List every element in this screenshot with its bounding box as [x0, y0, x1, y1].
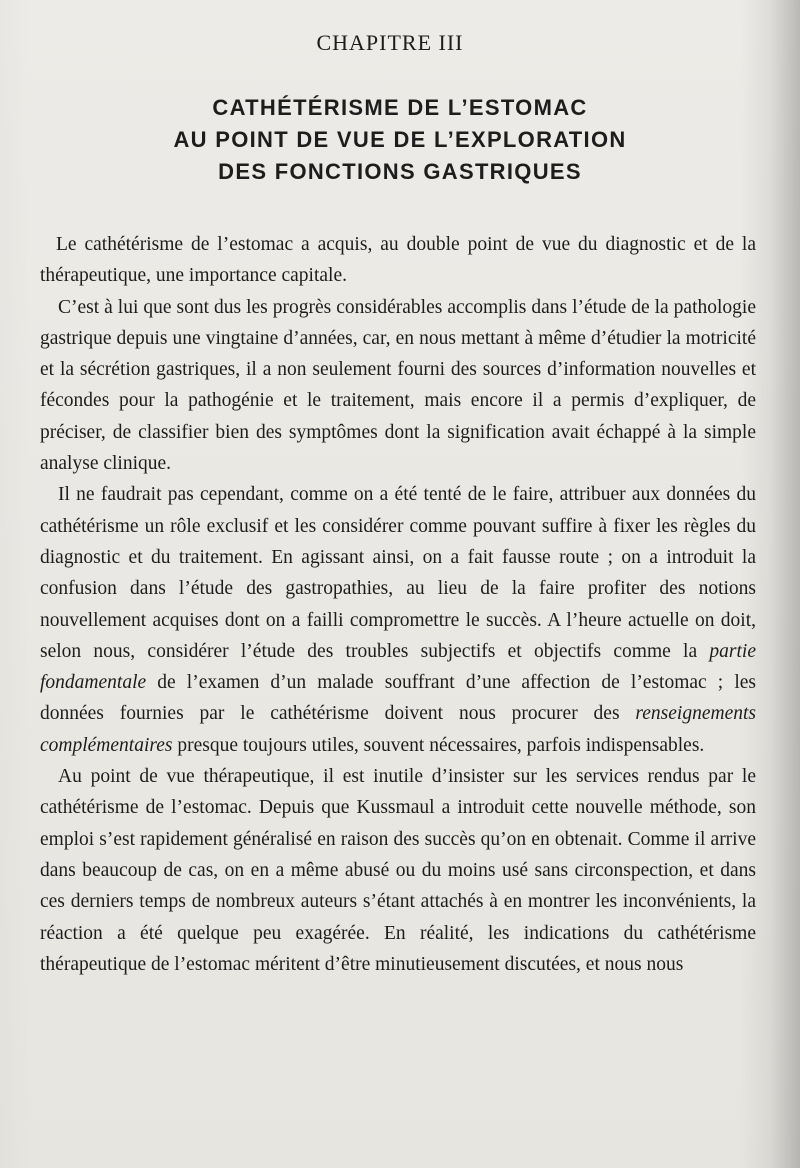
paragraph-4: Au point de vue thérapeutique, il est inutile d’insister sur les services rendus par le cathétérisme de l’estomac. Depuis que Kussmaul a introduit cette nouvelle méthode, son emploi s’est rapidement généralisé en raison des succès qu’on en obtenait. Comme il arrive dans beaucoup de cas, on en a même abusé ou du moins usé sans circonspection, et dans ces derniers temps de nombreux auteurs s’étant attachés à en montrer les inconvénients, la réaction a été quelque peu exagérée. En réalité, les indications du cathétérisme thérapeutique de l’estomac méritent d’être minutieusement discutées, et nous nous — [40, 766, 756, 975]
emphasis-renseignements-complementaires: renseignements complémentaires — [40, 703, 756, 756]
chapter-title — [80, 92, 720, 188]
chapter-title-line-3: DES FONCTIONS GASTRIQUES — [218, 159, 582, 184]
paragraph-3-text-a: Il ne faudrait pas cependant, comme on a été tenté de le faire, attribuer aux données du cathétérisme un rôle exclusif et les considérer comme pouvant suffire à fixer les règles du diagnostic et du traitement. En agissant ainsi, on a fait fausse route ; on a introduit la confusion dans l’étude des gastropathies, au lieu de la faire profiter des notions nouvellement acquises dont on a failli compromettre le succès. A l’heure actuelle on doit, selon nous, considérer l’étude des troubles subjectifs et objectifs comme la — [40, 484, 756, 662]
paragraph-2: C’est à lui que sont dus les progrès considérables accomplis dans l’étude de la pathologie gastrique depuis une vingtaine d’années, car, en nous mettant à même d’étudier la motricité et la sécrétion gastriques, il a non seulement fourni des sources d’information nouvelles et fécondes pour la pathogénie et le traitement, mais encore il a permis d’expliquer, de préciser, de classifier bien des symptômes dont la signification avait échappé à la simple analyse clinique. — [40, 296, 756, 475]
paragraph-1: Le cathétérisme de l’estomac a acquis, au double point de vue du diagnostic et de la thérapeutique, une importance capitale. — [40, 234, 756, 287]
chapter-title-line-1: CATHÉTÉRISME DE L’ESTOMAC — [212, 95, 588, 120]
chapter-title-line-2: AU POINT DE VUE DE L’EXPLORATION — [173, 127, 627, 152]
chapter-heading: CHAPITRE III — [316, 30, 464, 55]
emphasis-partie-fondamentale: partie fondamentale — [40, 640, 756, 694]
body-text — [40, 229, 756, 980]
paragraph-3-text-c: presque toujours utiles, souvent nécessaires, parfois indispensables. — [172, 734, 705, 756]
paragraph-3 — [40, 479, 756, 761]
paragraph-3-text-b: de l’examen d’un malade souffrant d’une affection de l’estomac ; les données fournies par le cathétérisme doivent nous procurer des — [40, 672, 756, 725]
